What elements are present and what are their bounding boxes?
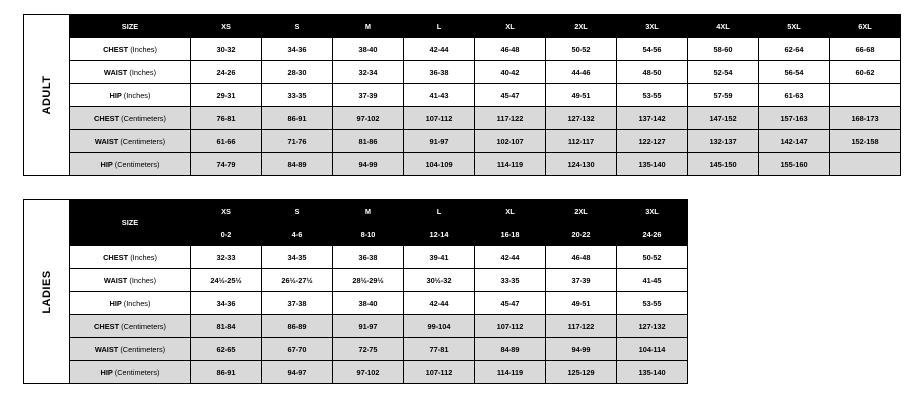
measure-value: 37-38 [262,292,333,315]
measure-value: 42-44 [475,246,546,269]
adult-size-chart [23,14,901,176]
measure-value: 81-84 [191,315,262,338]
measure-value: 117-122 [475,107,546,130]
measure-value: 28-30 [262,61,333,84]
size-header-5: 2XL [546,15,617,38]
measure-value: 48-50 [617,61,688,84]
adult-side-label [24,15,70,175]
measure-value: 72-75 [333,338,404,361]
measure-value: 41-43 [404,84,475,107]
measure-label [70,130,191,153]
numeric-size-4: 16-18 [475,223,546,246]
measure-value: 26½-27½ [262,269,333,292]
measure-value: 76-81 [191,107,262,130]
numeric-size-0: 0-2 [191,223,262,246]
measure-value: 38-40 [333,38,404,61]
measure-value: 84-89 [475,338,546,361]
measure-value: 60-62 [830,61,901,84]
measure-name: CHEST [94,113,120,123]
measure-value: 34-36 [191,292,262,315]
size-header-3: L [404,15,475,38]
measure-value: 107-112 [404,107,475,130]
measure-value: 117-122 [546,315,617,338]
measure-value: 107-112 [475,315,546,338]
measure-value: 104-109 [404,153,475,176]
measure-value: 114-119 [475,361,546,384]
measure-value: 49-51 [546,84,617,107]
measure-value: 135-140 [617,153,688,176]
size-header-8: 5XL [759,15,830,38]
measure-label [70,269,191,292]
measure-value: 61-63 [759,84,830,107]
measure-value: 91-97 [333,315,404,338]
measure-value: 107-112 [404,361,475,384]
measure-value: 112-117 [546,130,617,153]
size-header-5: 2XL [546,200,617,223]
measure-value: 28½-29½ [333,269,404,292]
measure-value: 86-91 [191,361,262,384]
measure-label [70,107,191,130]
measure-value: 53-55 [617,84,688,107]
measure-value: 125-129 [546,361,617,384]
measure-value: 53-55 [617,292,688,315]
measure-value: 42-44 [404,38,475,61]
measure-value: 57-59 [688,84,759,107]
measure-value: 30½-32 [404,269,475,292]
measure-value: 52-54 [688,61,759,84]
measure-value: 104-114 [617,338,688,361]
measure-value: 155-160 [759,153,830,176]
measure-unit: (Centimeters) [120,344,166,354]
measure-value: 157-163 [759,107,830,130]
measure-value: 34-36 [262,38,333,61]
measure-value [830,84,901,107]
measure-value: 145-150 [688,153,759,176]
measure-value: 62-65 [191,338,262,361]
measure-unit: (Inches) [130,252,157,262]
numeric-size-6: 24-26 [617,223,688,246]
size-header-9: 6XL [830,15,901,38]
measure-value: 124-130 [546,153,617,176]
measure-name: WAIST [103,67,128,77]
table-row [70,153,900,176]
ladies-size-table [70,200,687,383]
table-row [70,38,900,61]
measure-value: 44-46 [546,61,617,84]
measure-name: HIP [100,367,113,377]
size-header-4: XL [475,15,546,38]
measure-value: 40-42 [475,61,546,84]
measure-value: 33-35 [262,84,333,107]
measure-unit: (Inches) [123,90,151,100]
measure-value: 38-40 [333,292,404,315]
measure-name: WAIST [94,344,119,354]
size-header-7: 4XL [688,15,759,38]
measure-value: 102-107 [475,130,546,153]
adult-size-table [70,15,900,175]
measure-value: 34-35 [262,246,333,269]
size-header-2: M [333,15,404,38]
size-header-1: S [262,200,333,223]
measure-unit: (Centimeters) [114,159,160,169]
size-header-6: 3XL [617,200,688,223]
measure-label [70,361,191,384]
ladies-side-label [24,200,70,383]
size-header-4: XL [475,200,546,223]
size-header-3: L [404,200,475,223]
measure-value: 42-44 [404,292,475,315]
table-row [70,246,687,269]
measure-value: 24-26 [191,61,262,84]
numeric-size-1: 4-6 [262,223,333,246]
measure-value: 142-147 [759,130,830,153]
measure-value: 49-51 [546,292,617,315]
measure-name: WAIST [94,136,119,146]
measure-value: 62-64 [759,38,830,61]
numeric-size-2: 8-10 [333,223,404,246]
measure-name: CHEST [103,252,129,262]
table-row [70,315,687,338]
measure-value: 97-102 [333,107,404,130]
measure-value: 33-35 [475,269,546,292]
measure-value: 86-89 [262,315,333,338]
measure-value: 91-97 [404,130,475,153]
measure-unit: (Inches) [129,275,157,285]
table-row [70,130,900,153]
measure-unit: (Centimeters) [121,321,166,331]
measure-name: HIP [109,298,122,308]
measure-value: 74-79 [191,153,262,176]
measure-value: 152-158 [830,130,901,153]
size-header-2: M [333,200,404,223]
measure-value: 127-132 [617,315,688,338]
size-header-cell: SIZE [70,15,191,38]
measure-value: 135-140 [617,361,688,384]
measure-name: HIP [100,159,113,169]
measure-value: 67-70 [262,338,333,361]
measure-value: 71-76 [262,130,333,153]
measure-value: 114-119 [475,153,546,176]
measure-value [830,153,901,176]
measure-value: 81-86 [333,130,404,153]
measure-value: 46-48 [475,38,546,61]
measure-name: HIP [109,90,122,100]
measure-unit: (Inches) [123,298,151,308]
adult-side-label-text: ADULT [40,75,53,115]
numeric-size-5: 20-22 [546,223,617,246]
measure-value: 66-68 [830,38,901,61]
table-row [70,61,900,84]
measure-value: 122-127 [617,130,688,153]
measure-value: 58-60 [688,38,759,61]
measure-label [70,61,191,84]
measure-name: CHEST [103,44,129,54]
measure-value: 45-47 [475,84,546,107]
table-row [70,84,900,107]
measure-value: 97-102 [333,361,404,384]
measure-unit: (Centimeters) [120,136,166,146]
measure-value: 41-45 [617,269,688,292]
measure-value: 137-142 [617,107,688,130]
measure-value: 32-33 [191,246,262,269]
numeric-size-3: 12-14 [404,223,475,246]
measure-unit: (Inches) [129,67,157,77]
measure-value: 127-132 [546,107,617,130]
size-header-6: 3XL [617,15,688,38]
measure-value: 37-39 [333,84,404,107]
measure-label [70,153,191,176]
table-row [70,292,687,315]
table-row [70,107,900,130]
measure-value: 99-104 [404,315,475,338]
measure-value: 29-31 [191,84,262,107]
size-header-1: S [262,15,333,38]
measure-name: CHEST [94,321,120,331]
table-row [70,269,687,292]
ladies-side-label-text: LADIES [40,269,53,314]
measure-value: 24½-25½ [191,269,262,292]
ladies-size-chart [23,199,688,384]
measure-value: 86-91 [262,107,333,130]
measure-value: 39-41 [404,246,475,269]
measure-value: 84-89 [262,153,333,176]
size-header-row [70,15,900,38]
measure-value: 32-34 [333,61,404,84]
table-row [70,361,687,384]
measure-unit: (Inches) [130,44,157,54]
measure-value: 77-81 [404,338,475,361]
size-header-cell: SIZE [70,200,191,246]
size-header-0: XS [191,15,262,38]
measure-label [70,38,191,61]
size-header-row [70,200,687,223]
measure-value: 54-56 [617,38,688,61]
measure-value: 147-152 [688,107,759,130]
measure-label [70,338,191,361]
measure-label [70,292,191,315]
measure-value: 30-32 [191,38,262,61]
measure-value: 45-47 [475,292,546,315]
table-row [70,338,687,361]
measure-value: 50-52 [546,38,617,61]
measure-value: 37-39 [546,269,617,292]
measure-value: 94-97 [262,361,333,384]
measure-label [70,246,191,269]
measure-value: 46-48 [546,246,617,269]
measure-unit: (Centimeters) [121,113,166,123]
measure-value: 61-66 [191,130,262,153]
measure-value: 56-54 [759,61,830,84]
measure-value: 50-52 [617,246,688,269]
measure-value: 36-38 [333,246,404,269]
measure-name: WAIST [103,275,128,285]
measure-label [70,315,191,338]
measure-value: 94-99 [546,338,617,361]
measure-value: 168-173 [830,107,901,130]
measure-value: 94-99 [333,153,404,176]
measure-value: 132-137 [688,130,759,153]
measure-value: 36-38 [404,61,475,84]
measure-label [70,84,191,107]
size-header-0: XS [191,200,262,223]
measure-unit: (Centimeters) [114,367,160,377]
